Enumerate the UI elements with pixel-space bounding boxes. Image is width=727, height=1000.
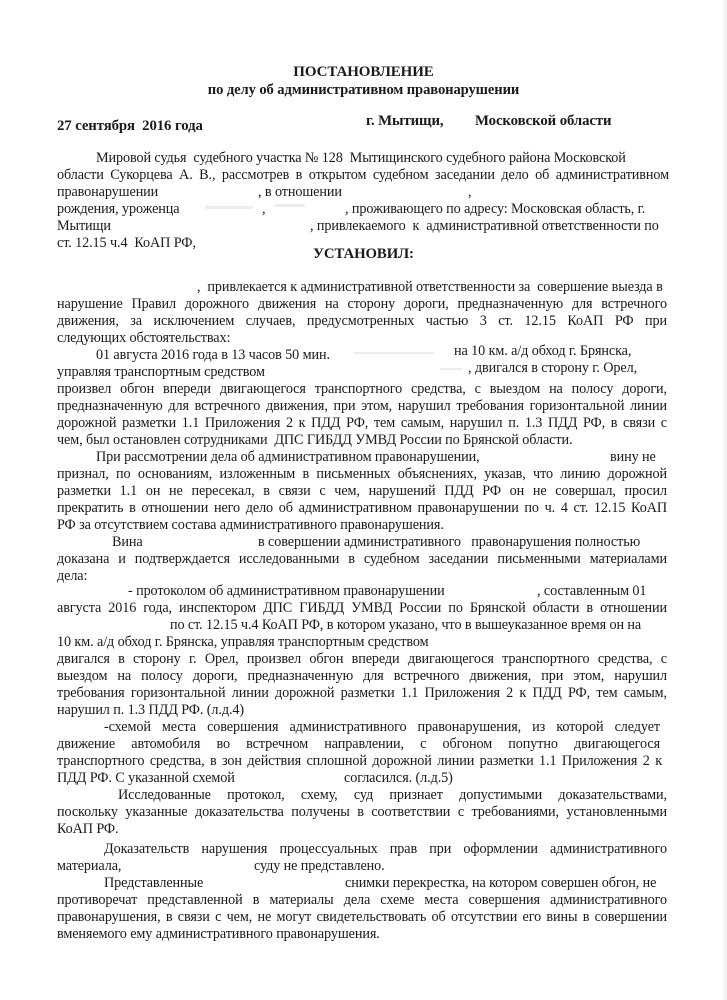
body-line: движения, за исключением случаев, предусмотренных частью 3 ст. 12.15 КоАП РФ при (57, 313, 667, 329)
body-line: КоАП РФ. (57, 821, 119, 837)
intro-line: Мировой судья судебного участка № 128 Мытищинского судебного района Московской (96, 150, 626, 166)
body-line: , двигался в сторону г. Орел, (468, 360, 638, 376)
body-line: вменяемого ему административного правонарушения. (57, 926, 380, 942)
intro-line: правонарушении (57, 184, 159, 200)
scan-edge (721, 0, 727, 1000)
document-title: ПОСТАНОВЛЕНИЕ (293, 64, 434, 80)
body-line: правонарушения, в связи с чем, не могут свидетельствовать об отсутствии его вины в совершении (57, 909, 667, 925)
redaction-residue (440, 368, 462, 370)
body-line: суду не представлено. (254, 858, 385, 874)
body-line: поскольку указанные доказательства получены в соответствии с требованиями, установленными (57, 804, 667, 820)
body-line: управляя транспортным средством (57, 364, 265, 380)
body-line: в совершении административного правонарушения полностью (258, 534, 641, 550)
redaction-residue (354, 352, 434, 354)
body-line: дела: (57, 568, 88, 584)
document-subtitle: по делу об административном правонарушении (207, 82, 520, 98)
body-line: дорожной разметки 1.1 Приложения 2 к ПДД РФ, тем самым, нарушил п. 1.3 ПДД РФ, в связи с (57, 415, 667, 431)
intro-line: рождения, уроженца (57, 201, 180, 217)
intro-line: ст. 12.15 ч.4 КоАП РФ, (57, 235, 196, 251)
body-line: разметки 1.1 он не пересекал, в связи с чем, нарушений ПДД РФ он не совершал, просил (57, 483, 667, 499)
body-line: произвел обгон впереди двигающегося транспортного средства, с выездом на полосу дороги, (57, 381, 667, 397)
body-line: , составленным 01 (537, 583, 647, 599)
body-line: - протоколом об административном правонарушении (128, 583, 445, 599)
body-line: на 10 км. а/д обход г. Брянска, (454, 343, 632, 359)
redaction-residue (275, 204, 305, 207)
body-line: противоречат представленной в материалы дела схеме места совершения административного (57, 892, 667, 908)
body-line: 10 км. а/д обход г. Брянска, управляя транспортным средством (57, 634, 429, 650)
body-line: выездом на полосу дороги, предназначенную для встречного движения, при этом, нарушил (57, 668, 667, 684)
body-line: транспортного средства, в зон действия сплошной дорожной линии разметки 1.1 Приложения 2 к (57, 753, 662, 769)
body-line: движение автомобиля во встречном направлении, с обгоном попутно двигающегося (57, 736, 660, 752)
body-line: ПДД РФ. С указанной схемой (57, 770, 235, 786)
body-line: При рассмотрении дела об административном правонарушении, (96, 449, 480, 465)
intro-line: , проживающего по адресу: Московская область, г. (345, 201, 646, 217)
body-line: доказана и подтверждается исследованными в судебном заседании письменными материалами (57, 551, 667, 567)
body-line: согласился. (л.д.5) (344, 770, 453, 786)
body-line: Доказательств нарушения процессуальных прав при оформлении административного (104, 841, 667, 857)
body-line: признал, по основаниям, изложенным в письменных объяснениях, указав, что линию дорожной (57, 466, 667, 482)
body-line: , привлекается к административной ответственности за совершение выезда в (197, 279, 663, 295)
place-city: г. Мытищи, (366, 113, 444, 129)
body-line: нарушение Правил дорожного движения на сторону дороги, предназначенную для встречного (57, 296, 667, 312)
body-line: требования горизонтальной линии дорожной разметки 1.1 Приложения 2 к ПДД РФ, тем самым, (57, 685, 667, 701)
body-line: по ст. 12.15 ч.4 КоАП РФ, в котором указано, что в вышеуказанное время он на (170, 617, 642, 633)
body-line: -схемой места совершения административного правонарушения, из которой следует (104, 719, 660, 735)
body-line: вину не (610, 449, 656, 465)
intro-line: , (468, 184, 472, 200)
intro-line: области Сукорцева А. В., рассмотрев в открытом судебном заседании дело об административном (57, 167, 669, 183)
body-line: прекратить в отношении него дело об административном правонарушении по ч. 4 ст. 12.15 КоАП (57, 500, 667, 516)
body-line: Исследованные протокол, схему, суд признает допустимыми доказательствами, (118, 787, 667, 803)
document-date: 27 сентября 2016 года (57, 118, 203, 134)
intro-line: , привлекаемого к административной ответственности по (310, 218, 659, 234)
body-line: 01 августа 2016 года в 13 часов 50 мин. (96, 347, 330, 363)
body-line: РФ за отсутствием состава административного правонарушения. (57, 517, 444, 533)
body-line: следующих обстоятельствах: (57, 330, 231, 346)
intro-line: , в отношении (258, 184, 342, 200)
body-line: предназначенную для встречного движения, при этом, нарушил требования горизонтальной линии (57, 398, 667, 414)
body-line: снимки перекрестка, на котором совершен обгон, не (345, 875, 657, 891)
body-line: материала, (57, 858, 122, 874)
intro-line: , (262, 201, 266, 217)
established-heading: УСТАНОВИЛ: (313, 246, 414, 262)
body-line: чем, был остановлен сотрудниками ДПС ГИБДД УМВД России по Брянской области. (57, 432, 573, 448)
place-region: Московской области (475, 113, 612, 129)
body-line: Представленные (104, 875, 204, 891)
body-line: августа 2016 года, инспектором ДПС ГИБДД УМВД России по Брянской области в отношении (57, 600, 667, 616)
intro-line: Мытищи (57, 218, 111, 234)
redaction-residue (205, 206, 253, 209)
body-line: Вина (112, 534, 143, 550)
body-line: двигался в сторону г. Орел, произвел обгон впереди двигающегося транспортного средства, с (57, 651, 667, 667)
body-line: нарушил п. 1.3 ПДД РФ. (л.д.4) (57, 702, 245, 718)
